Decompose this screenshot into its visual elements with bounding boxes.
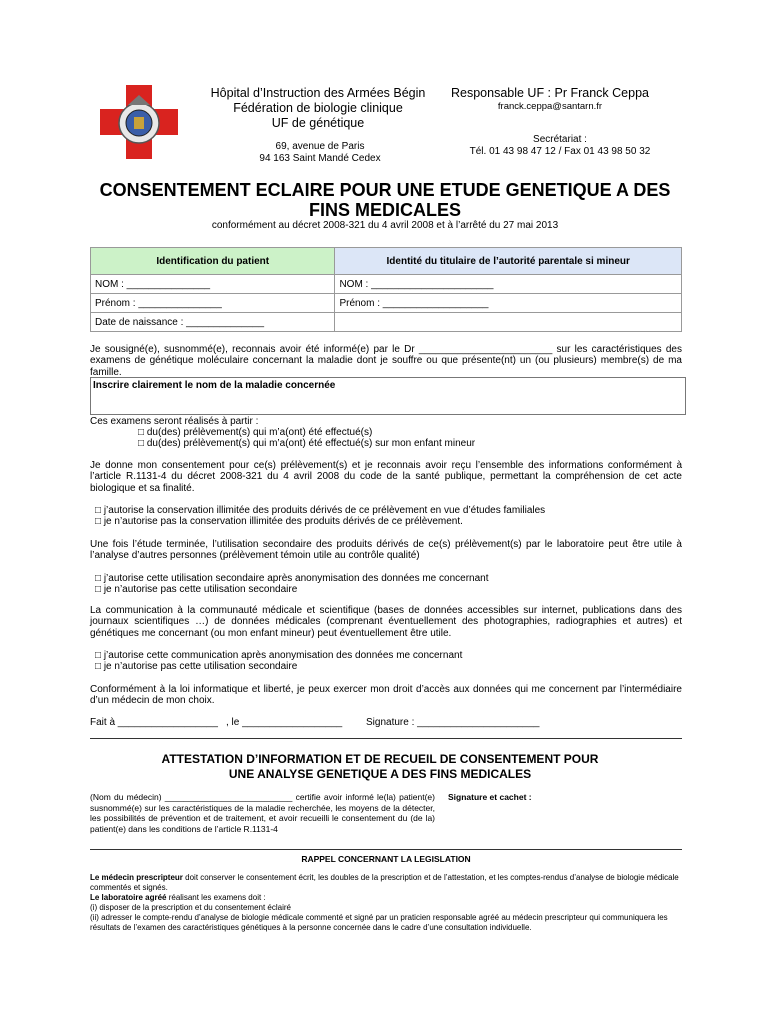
patient-dob-field[interactable]: Date de naissance : ______________ (91, 313, 335, 332)
conservation-option-no[interactable]: □ je n’autorise pas la conservation illimitée des produits dérivés de ce prélèvement. (95, 516, 463, 527)
lab-text: réalisant les examens doit : (166, 893, 266, 902)
secretariat-label: Secrétariat : (533, 134, 587, 145)
patient-prenom-field[interactable]: Prénom : _______________ (91, 294, 335, 313)
hospital-logo (98, 83, 180, 161)
rappel-separator (90, 849, 682, 850)
secretariat-phone: Tél. 01 43 98 47 12 / Fax 01 43 98 50 32 (469, 146, 651, 157)
lab-paragraph (90, 893, 682, 903)
fait-a-field[interactable]: Fait à __________________ (90, 717, 218, 728)
hospital-name: Hôpital d’Instruction des Armées Bégin (210, 86, 426, 100)
title-line-1: CONSENTEMENT ECLAIRE POUR UNE ETUDE GENETIQUE A DES (99, 180, 671, 200)
patient-nom-field[interactable]: NOM : _______________ (91, 275, 335, 294)
date-field[interactable]: , le __________________ (226, 717, 343, 728)
document-subtitle: conformément au décret 2008-321 du 4 avril 2008 et à l’arrêté du 27 mai 2013 (211, 220, 559, 231)
hospital-address (230, 141, 410, 165)
law-paragraph: Conformément à la loi informatique et liberté, je peux exercer mon droit d’accès aux données qui me concernent par l’intermédiaire d’un médecin de mon choix. (90, 684, 682, 707)
attestation-signature-label: Signature et cachet : (448, 792, 532, 802)
document-title (60, 180, 710, 220)
address-city: 94 163 Saint Mandé Cedex (259, 153, 381, 164)
intro-paragraph: Je sousigné(e), susnommé(e), reconnais avoir été informé(e) par le Dr ________________________ sur les caractéristiques des examens de génétique moléculaire concernant la maladie dont je souffre ou que présente(nt) un (ou plusieurs) membre(s) de ma famille. (90, 344, 682, 378)
attestation-body: (Nom du médecin) ___________________________ certifie avoir informé le(la) patient(e) susnommé(e) sur les caractéristiques de la maladie recherchée, les moyens de la détecter, les possibilités de prévention et de traitement, et avoir recueilli le consentement du (de la) patient(e) dans les conditions de l’article R.1131-4 (90, 792, 435, 834)
prescriber-paragraph (90, 873, 682, 893)
separator-line (90, 738, 682, 739)
exams-option-self[interactable]: □ du(des) prélèvement(s) qui m’a(ont) été effectué(s) (138, 427, 373, 438)
federation-name: Fédération de biologie clinique (233, 101, 403, 115)
secretariat-info (440, 134, 680, 158)
exams-intro: Ces examens seront réalisés à partir : (90, 416, 259, 427)
secondary-paragraph: Une fois l’étude terminée, l’utilisation secondaire des produits dérivés de ce(s) prélèvement(s) par le laboratoire peut être utile à l’analyse d’autres personnes (prélèvement témoin utile au contrôle qualité) (90, 539, 682, 562)
disease-box-label: Inscrire clairement le nom de la maladie concernée (93, 380, 336, 391)
guardian-prenom-field[interactable]: Prénom : ___________________ (335, 294, 682, 313)
prescriber-label: Le médecin prescripteur (90, 873, 183, 882)
exams-option-child[interactable]: □ du(des) prélèvement(s) qui m’a(ont) été effectué(s) sur mon enfant mineur (138, 438, 476, 449)
responsible-email: franck.ceppa@santarn.fr (497, 101, 603, 112)
lab-item-1: (i) disposer de la prescription et du consentement éclairé (90, 903, 291, 912)
patient-header: Identification du patient (91, 248, 335, 275)
lab-label: Le laboratoire agréé (90, 893, 167, 902)
disease-box[interactable] (90, 377, 686, 415)
attestation-title-line-2: UNE ANALYSE GENETIQUE A DES FINS MEDICALES (228, 767, 532, 781)
identification-table (90, 247, 682, 332)
unit-name: UF de génétique (271, 116, 365, 130)
attestation-title-line-1: ATTESTATION D’INFORMATION ET DE RECUEIL DE CONSENTEMENT POUR (161, 752, 599, 766)
communication-option-no[interactable]: □ je n’autorise pas cette utilisation secondaire (95, 661, 298, 672)
conservation-option-yes[interactable]: □ j’autorise la conservation illimitée des produits dérivés de ce prélèvement en vue d’études familiales (95, 505, 546, 516)
attestation-title (100, 752, 660, 782)
legislation-text (90, 873, 682, 933)
secondary-option-no[interactable]: □ je n’autorise pas cette utilisation secondaire (95, 584, 298, 595)
guardian-empty-cell (335, 313, 682, 332)
signature-field[interactable]: Signature : ______________________ (366, 717, 540, 728)
hospital-info (196, 86, 440, 131)
prescriber-text: doit conserver le consentement écrit, les doubles de la prescription et de l’attestation, et les comptes-rendus d’analyse de biologie médicale commentés et signés. (90, 873, 679, 892)
guardian-header: Identité du titulaire de l’autorité parentale si mineur (335, 248, 682, 275)
secondary-option-yes[interactable]: □ j’autorise cette utilisation secondaire après anonymisation des données me concernant (95, 573, 489, 584)
communication-option-yes[interactable]: □ j’autorise cette communication après anonymisation des données me concernant (95, 650, 463, 661)
consent-paragraph: Je donne mon consentement pour ce(s) prélèvement(s) et je reconnais avoir reçu l’ensemble des informations conformément à l’article R.1131-4 du décret 2008-321 du 4 avril 2008 du code de la santé publique, permettant la compréhension de cet acte biologique et sa finalité. (90, 460, 682, 494)
title-line-2: FINS MEDICALES (308, 200, 461, 220)
lab-item-2: (ii) adresser le compte-rendu d’analyse de biologie médicale commenté et signé par un praticien responsable agréé au médecin prescripteur qui communiquera les résultats de l’examen des caractéristiques génétiques à la personne concernée dans le cadre d’une consultation individuelle. (90, 913, 668, 932)
address-street: 69, avenue de Paris (275, 141, 365, 152)
responsible-name: Responsable UF : Pr Franck Ceppa (450, 86, 649, 100)
guardian-nom-field[interactable]: NOM : ______________________ (335, 275, 682, 294)
communication-paragraph: La communication à la communauté médicale et scientifique (bases de données accessibles sur internet, publications dans des journaux scientifiques …) de données médicales (comprenant éventuellement des photographies, radiographies et autres) et génétiques me concernant (ou mon enfant mineur) peut éventuellement être utile. (90, 605, 682, 639)
rappel-title: RAPPEL CONCERNANT LA LEGISLATION (301, 854, 471, 864)
